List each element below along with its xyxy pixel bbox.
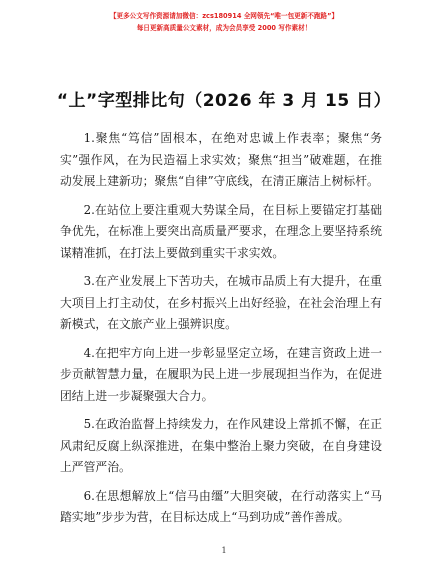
- paragraph-3: 3.在产业发展上下苦功夫，在城市品质上有大提升，在重大项目上打主动仗，在乡村振兴上出好经验，在社会治理上有新模式，在文旅产业上强辨识度。: [60, 274, 382, 331]
- promo-banner-line-1: 【更多公文写作资源请加微信：zcs180914 全网领先“唯一包更新不跑路”】: [109, 12, 339, 20]
- paragraph-5: 5.在政治监督上持续发力，在作风建设上常抓不懈，在正风肃纪反腐上纵深推进，在集中整治上聚力突破，在自身建设上严管严治。: [60, 417, 382, 474]
- document-body: [60, 128, 382, 536]
- promo-banner: [0, 10, 448, 34]
- document-title: “上”字型排比句（2026 年 3 月 15 日）: [56, 91, 392, 111]
- paragraph-4: 4.在把牢方向上进一步彰显坚定立场，在建言资政上进一步贡献智慧力量，在履职为民上进一步展现担当作为，在促进团结上进一步凝聚强大合力。: [60, 345, 382, 403]
- promo-banner-line-2: 每日更新高质量公文素材，成为会员享受 2000 写作素材！: [136, 24, 312, 32]
- paragraph-6: 6.在思想解放上“信马由缰”大胆突破，在行动落实上“马踏实地”步步为营，在目标达成上“马到功成”善作善成。: [60, 488, 382, 524]
- paragraph-2: 2.在站位上要注重观大势谋全局，在目标上要锚定打基础争优先，在标准上要突出高质量严要求，在理念上要坚持系统谋精准抓，在打法上要做到重实干求实效。: [60, 202, 382, 260]
- page-number: 1: [221, 546, 227, 555]
- paragraph-1: 1.聚焦“笃信”固根本，在绝对忠诚上作表率；聚焦“务实”强作风，在为民造福上求实效；聚焦“担当”破难题，在推动发展上建新功；聚焦“自律”守底线，在清正廉洁上树标杆。: [60, 131, 382, 188]
